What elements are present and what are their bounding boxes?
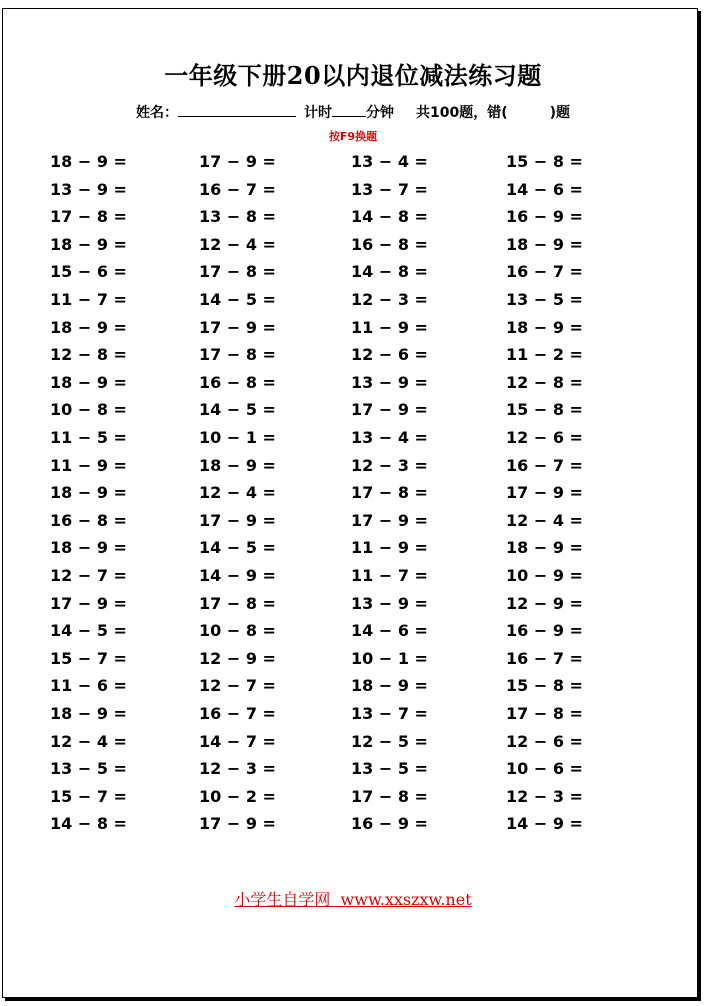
refresh-hint: 按F9换题 xyxy=(328,130,378,143)
problem-item: 13 − 8 = xyxy=(199,207,276,227)
problem-item: 17 − 8 = xyxy=(199,262,276,282)
problem-item: 15 − 8 = xyxy=(506,676,583,696)
problem-item: 13 − 9 = xyxy=(351,372,428,392)
problem-item: 18 − 9 = xyxy=(50,704,127,723)
problem-item: 14 − 6 = xyxy=(506,179,583,199)
problem-item: 18 − 9 = xyxy=(506,234,583,254)
problem-item: 12 − 8 = xyxy=(50,345,127,365)
problem-item: 16 − 7 = xyxy=(506,648,583,668)
problem-item: 18 − 9 = xyxy=(199,455,276,475)
problem-item: 18 − 9 = xyxy=(506,538,583,558)
problem-item: 18 − 9 = xyxy=(50,317,127,337)
problem-item: 12 − 6 = xyxy=(506,428,583,447)
problem-item: 10 − 1 = xyxy=(199,428,276,447)
problem-item: 13 − 5 = xyxy=(50,759,127,779)
problem-item: 16 − 8 = xyxy=(199,372,276,392)
problem-item: 14 − 9 = xyxy=(506,814,583,834)
problem-item: 12 − 5 = xyxy=(351,731,428,751)
problem-item: 17 − 8 = xyxy=(506,704,583,723)
problem-item: 12 − 6 = xyxy=(506,731,583,751)
problem-item: 16 − 7 = xyxy=(199,704,276,723)
problem-item: 16 − 9 = xyxy=(506,621,583,641)
problem-item: 16 − 8 = xyxy=(351,234,428,254)
problem-item: 14 − 5 = xyxy=(199,290,276,309)
problem-item: 11 − 7 = xyxy=(351,566,428,585)
minute-label: 分钟 xyxy=(365,105,394,121)
problem-item: 16 − 7 = xyxy=(199,179,276,199)
problem-item: 12 − 9 = xyxy=(506,593,583,613)
problem-item: 15 − 6 = xyxy=(50,262,127,282)
problem-item: 11 − 2 = xyxy=(506,345,583,365)
problem-item: 17 − 9 = xyxy=(199,814,276,834)
problem-item: 18 − 9 = xyxy=(50,372,127,392)
problem-item: 13 − 7 = xyxy=(351,704,428,723)
problem-item: 17 − 8 = xyxy=(50,207,127,227)
problem-item: 12 − 7 = xyxy=(199,676,276,696)
problem-item: 12 − 3 = xyxy=(351,290,428,309)
problem-item: 14 − 8 = xyxy=(50,814,127,834)
problem-item: 16 − 8 = xyxy=(50,510,127,530)
problem-item: 12 − 3 = xyxy=(199,759,276,779)
problem-item: 17 − 9 = xyxy=(199,317,276,337)
problem-item: 13 − 4 = xyxy=(351,152,428,171)
problem-item: 12 − 3 = xyxy=(351,455,428,475)
problem-item: 13 − 7 = xyxy=(351,179,428,199)
problem-item: 11 − 9 = xyxy=(50,455,127,475)
problem-item: 10 − 2 = xyxy=(199,786,276,806)
problem-item: 17 − 9 = xyxy=(506,483,583,503)
problem-item: 12 − 3 = xyxy=(506,786,583,806)
problem-item: 17 − 9 = xyxy=(351,400,428,420)
problem-item: 16 − 9 = xyxy=(351,814,428,834)
total-label: 共100题，错( xyxy=(415,105,508,121)
problem-item: 14 − 5 = xyxy=(199,400,276,420)
problem-item: 17 − 9 = xyxy=(199,510,276,530)
problem-item: 12 − 4 = xyxy=(199,483,276,503)
problem-item: 12 − 4 = xyxy=(506,510,583,530)
problem-item: 17 − 9 = xyxy=(50,593,127,613)
problem-item: 18 − 9 = xyxy=(50,538,127,558)
problem-item: 16 − 7 = xyxy=(506,455,583,475)
problem-item: 18 − 9 = xyxy=(351,676,428,696)
problem-item: 17 − 9 = xyxy=(351,510,428,530)
problem-item: 14 − 8 = xyxy=(351,207,428,227)
worksheet-title: 一年级下册20以内退位减法练习题 xyxy=(164,61,542,90)
problem-item: 14 − 5 = xyxy=(50,621,127,641)
problem-item: 14 − 6 = xyxy=(351,621,428,641)
problem-item: 17 − 8 = xyxy=(199,345,276,365)
problem-item: 10 − 6 = xyxy=(506,759,583,779)
problem-item: 14 − 9 = xyxy=(199,566,276,585)
problem-item: 14 − 7 = xyxy=(199,731,276,751)
problem-item: 15 − 8 = xyxy=(506,152,583,171)
problem-item: 13 − 4 = xyxy=(351,428,428,447)
problem-item: 17 − 9 = xyxy=(199,152,276,171)
problem-item: 11 − 9 = xyxy=(351,538,428,558)
problem-item: 13 − 9 = xyxy=(50,179,127,199)
problem-item: 18 − 9 = xyxy=(506,317,583,337)
problem-item: 16 − 9 = xyxy=(506,207,583,227)
problem-item: 10 − 1 = xyxy=(351,648,428,668)
problem-item: 10 − 8 = xyxy=(199,621,276,641)
problem-item: 16 − 7 = xyxy=(506,262,583,282)
problem-item: 13 − 5 = xyxy=(506,290,583,309)
problem-item: 13 − 5 = xyxy=(351,759,428,779)
problem-item: 18 − 9 = xyxy=(50,152,127,171)
problem-item: 14 − 8 = xyxy=(351,262,428,282)
problem-item: 11 − 7 = xyxy=(50,290,127,309)
problem-item: 12 − 7 = xyxy=(50,566,127,585)
problem-item: 11 − 5 = xyxy=(50,428,127,447)
name-label: 姓名： xyxy=(135,105,178,121)
problem-item: 17 − 8 = xyxy=(199,593,276,613)
total-suffix: )题 xyxy=(549,105,571,121)
problem-item: 18 − 9 = xyxy=(50,234,127,254)
problem-item: 17 − 8 = xyxy=(351,786,428,806)
problem-item: 17 − 8 = xyxy=(351,483,428,503)
problem-item: 12 − 9 = xyxy=(199,648,276,668)
problem-item: 14 − 5 = xyxy=(199,538,276,558)
problem-item: 11 − 9 = xyxy=(351,317,428,337)
problem-item: 12 − 4 = xyxy=(50,731,127,751)
problem-item: 12 − 8 = xyxy=(506,372,583,392)
problem-item: 12 − 4 = xyxy=(199,234,276,254)
problem-item: 11 − 6 = xyxy=(50,676,127,696)
problem-item: 15 − 8 = xyxy=(506,400,583,420)
problem-item: 10 − 9 = xyxy=(506,566,583,585)
problem-item: 13 − 9 = xyxy=(351,593,428,613)
problem-item: 15 − 7 = xyxy=(50,786,127,806)
time-label: 计时 xyxy=(303,105,332,121)
problem-item: 18 − 9 = xyxy=(50,483,127,503)
footer-link[interactable]: 小学生自学网 www.xxszxw.net xyxy=(234,890,472,909)
problem-item: 12 − 6 = xyxy=(351,345,428,365)
problem-item: 15 − 7 = xyxy=(50,648,127,668)
problem-item: 10 − 8 = xyxy=(50,400,127,420)
